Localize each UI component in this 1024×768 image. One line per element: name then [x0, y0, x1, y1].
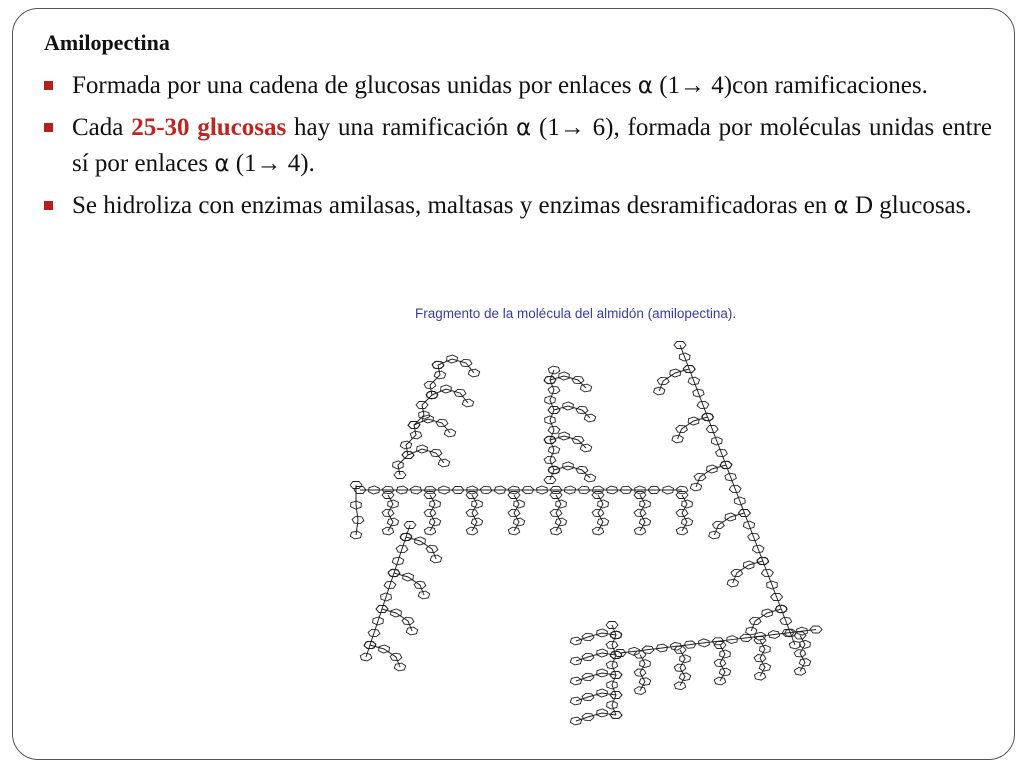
- highlighted-text: 25-30 glucosas: [131, 114, 287, 141]
- glycosidic-chain: [751, 609, 781, 631]
- alpha-symbol: α: [637, 73, 653, 99]
- alpha-symbol: α: [214, 151, 230, 177]
- text-segment: (1→ 4)con ramificaciones.: [652, 72, 928, 99]
- glycosidic-chain: [370, 645, 400, 667]
- glycosidic-chain: [366, 525, 410, 657]
- alpha-symbol: α: [833, 193, 849, 219]
- glycosidic-chain: [659, 369, 689, 391]
- glycosidic-chain: [696, 465, 726, 487]
- text-segment: Formada por una cadena de glucosas unidas por enlaces: [72, 72, 638, 99]
- bullet-text: [72, 192, 972, 219]
- glycosidic-chain: [733, 561, 763, 583]
- glycosidic-chain: [554, 406, 590, 418]
- text-segment: (1→ 4).: [229, 150, 315, 177]
- text-segment: hay una ramificación: [286, 114, 517, 141]
- glycosidic-chain: [356, 485, 358, 535]
- text-segment: Cada: [72, 114, 132, 141]
- glycosidic-chain: [382, 609, 412, 631]
- figure-caption: Fragmento de la molécula del almidón (amilopectina).: [415, 306, 737, 321]
- glucose-ring: [794, 668, 805, 676]
- bullet-item: [44, 110, 992, 182]
- square-bullet-icon: [44, 201, 53, 210]
- glycosidic-chain: [714, 513, 744, 535]
- alpha-symbol: α: [516, 115, 532, 141]
- glycosidic-chain: [550, 376, 586, 388]
- text-segment: Se hidroliza con enzimas amilasas, maltasas y enzimas desramificadoras en: [72, 192, 834, 219]
- glucose-ring: [360, 653, 371, 661]
- bullet-text: [72, 114, 992, 177]
- glycosidic-chain: [394, 573, 424, 595]
- slide-heading: Amilopectina: [44, 30, 170, 55]
- bullet-text: [72, 72, 928, 99]
- bullet-item: [44, 68, 992, 104]
- text-segment: (1→ 6), formada por moléculas unidas entre sí por enlaces: [72, 114, 992, 177]
- glycosidic-chain: [678, 417, 708, 439]
- glycosidic-chain: [406, 537, 436, 559]
- bullet-list: [44, 68, 992, 230]
- text-segment: D glucosas.: [848, 192, 972, 219]
- square-bullet-icon: [44, 123, 53, 132]
- amylopectin-structure-diagram: [350, 335, 830, 730]
- glycosidic-chain: [680, 345, 795, 645]
- glucose-ring: [674, 682, 685, 690]
- bullet-item: [44, 188, 992, 224]
- square-bullet-icon: [44, 81, 53, 90]
- glucose-ring: [672, 435, 683, 443]
